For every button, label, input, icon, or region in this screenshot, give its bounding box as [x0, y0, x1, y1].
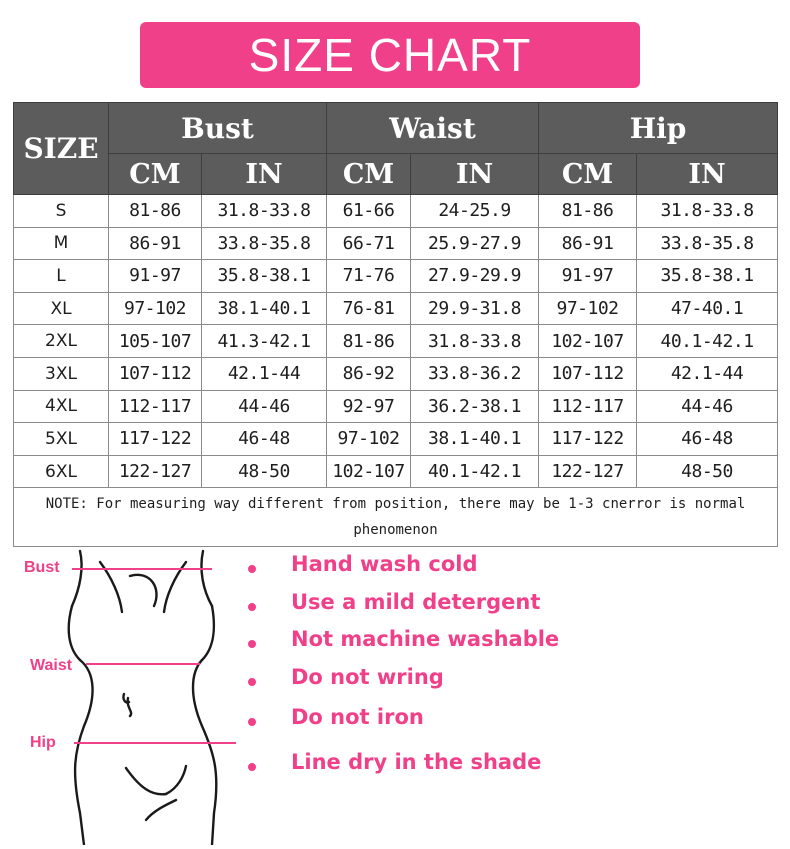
table-cell: 112-117 [109, 390, 202, 423]
table-cell: 81-86 [327, 325, 411, 358]
table-cell: 97-102 [327, 423, 411, 456]
table-cell: 48-50 [202, 455, 327, 488]
size-cell: 4XL [14, 390, 109, 423]
bullet-icon [248, 763, 256, 771]
table-row [14, 260, 778, 293]
care-item-label: Do not iron [291, 705, 424, 729]
size-cell: 2XL [14, 325, 109, 358]
table-cell: 97-102 [539, 292, 637, 325]
size-cell: 3XL [14, 357, 109, 390]
size-cell: XL [14, 292, 109, 325]
size-table [13, 102, 778, 547]
table-cell: 25.9-27.9 [411, 227, 539, 260]
list-item [248, 705, 424, 729]
table-cell: 91-97 [109, 260, 202, 293]
table-cell: 91-97 [539, 260, 637, 293]
table-cell: 76-81 [327, 292, 411, 325]
unit-header: IN [637, 154, 778, 195]
size-chart-banner [140, 22, 640, 88]
unit-header: IN [202, 154, 327, 195]
waist-header: Waist [327, 103, 539, 154]
table-row [14, 423, 778, 456]
list-item [248, 750, 542, 774]
hip-label: Hip [30, 734, 56, 751]
table-row [14, 292, 778, 325]
care-item-label: Line dry in the shade [291, 750, 542, 774]
hip-header: Hip [539, 103, 778, 154]
table-cell: 29.9-31.8 [411, 292, 539, 325]
table-cell: 102-107 [327, 455, 411, 488]
body-outline-illustration [0, 548, 250, 845]
table-cell: 61-66 [327, 195, 411, 228]
table-cell: 47-40.1 [637, 292, 778, 325]
table-cell: 33.8-36.2 [411, 357, 539, 390]
care-item-label: Not machine washable [291, 627, 560, 651]
banner-title: SIZE CHART [248, 29, 532, 81]
bust-label: Bust [24, 559, 60, 576]
table-cell: 38.1-40.1 [411, 423, 539, 456]
table-cell: 48-50 [637, 455, 778, 488]
table-cell: 81-86 [539, 195, 637, 228]
table-cell: 35.8-38.1 [637, 260, 778, 293]
table-cell: 71-76 [327, 260, 411, 293]
table-cell: 35.8-38.1 [202, 260, 327, 293]
table-cell: 46-48 [202, 423, 327, 456]
bullet-icon [248, 640, 256, 648]
table-cell: 122-127 [539, 455, 637, 488]
table-cell: 97-102 [109, 292, 202, 325]
list-item [248, 590, 541, 614]
table-cell: 112-117 [539, 390, 637, 423]
unit-header: CM [539, 154, 637, 195]
bullet-icon [248, 678, 256, 686]
table-cell: 44-46 [637, 390, 778, 423]
table-cell: 46-48 [637, 423, 778, 456]
size-cell: M [14, 227, 109, 260]
bullet-icon [248, 603, 256, 611]
table-cell: 33.8-35.8 [637, 227, 778, 260]
table-cell: 42.1-44 [637, 357, 778, 390]
list-item [248, 552, 478, 576]
table-cell: 31.8-33.8 [637, 195, 778, 228]
table-cell: 44-46 [202, 390, 327, 423]
table-row [14, 455, 778, 488]
bust-header: Bust [109, 103, 327, 154]
table-row [14, 325, 778, 358]
table-cell: 122-127 [109, 455, 202, 488]
table-row [14, 357, 778, 390]
table-cell: 31.8-33.8 [202, 195, 327, 228]
table-cell: 66-71 [327, 227, 411, 260]
table-cell: 40.1-42.1 [637, 325, 778, 358]
table-cell: 117-122 [539, 423, 637, 456]
list-item [248, 627, 560, 651]
table-cell: 27.9-29.9 [411, 260, 539, 293]
note-row [14, 488, 778, 547]
list-item [248, 665, 444, 689]
table-row [14, 195, 778, 228]
size-cell: 5XL [14, 423, 109, 456]
care-item-label: Do not wring [291, 665, 444, 689]
size-cell: L [14, 260, 109, 293]
care-item-label: Hand wash cold [291, 552, 478, 576]
waist-label: Waist [30, 657, 73, 674]
unit-header: CM [327, 154, 411, 195]
table-cell: 81-86 [109, 195, 202, 228]
size-cell: S [14, 195, 109, 228]
table-cell: 31.8-33.8 [411, 325, 539, 358]
table-cell: 41.3-42.1 [202, 325, 327, 358]
table-cell: 102-107 [539, 325, 637, 358]
table-cell: 33.8-35.8 [202, 227, 327, 260]
table-cell: 42.1-44 [202, 357, 327, 390]
table-cell: 38.1-40.1 [202, 292, 327, 325]
table-cell: 40.1-42.1 [411, 455, 539, 488]
table-cell: 86-91 [109, 227, 202, 260]
size-header: SIZE [14, 103, 109, 195]
note-text: NOTE: For measuring way different from position, there may be 1-3 cnerror is normal phenomenon [14, 488, 778, 547]
table-cell: 107-112 [109, 357, 202, 390]
table-cell: 105-107 [109, 325, 202, 358]
unit-header: CM [109, 154, 202, 195]
care-item-label: Use a mild detergent [291, 590, 541, 614]
table-cell: 107-112 [539, 357, 637, 390]
size-cell: 6XL [14, 455, 109, 488]
table-cell: 36.2-38.1 [411, 390, 539, 423]
table-cell: 86-92 [327, 357, 411, 390]
bullet-icon [248, 718, 256, 726]
body-figure [0, 548, 250, 845]
table-cell: 117-122 [109, 423, 202, 456]
table-row [14, 390, 778, 423]
table-cell: 86-91 [539, 227, 637, 260]
unit-header: IN [411, 154, 539, 195]
table-row [14, 227, 778, 260]
table-cell: 24-25.9 [411, 195, 539, 228]
bullet-icon [248, 565, 256, 573]
table-cell: 92-97 [327, 390, 411, 423]
